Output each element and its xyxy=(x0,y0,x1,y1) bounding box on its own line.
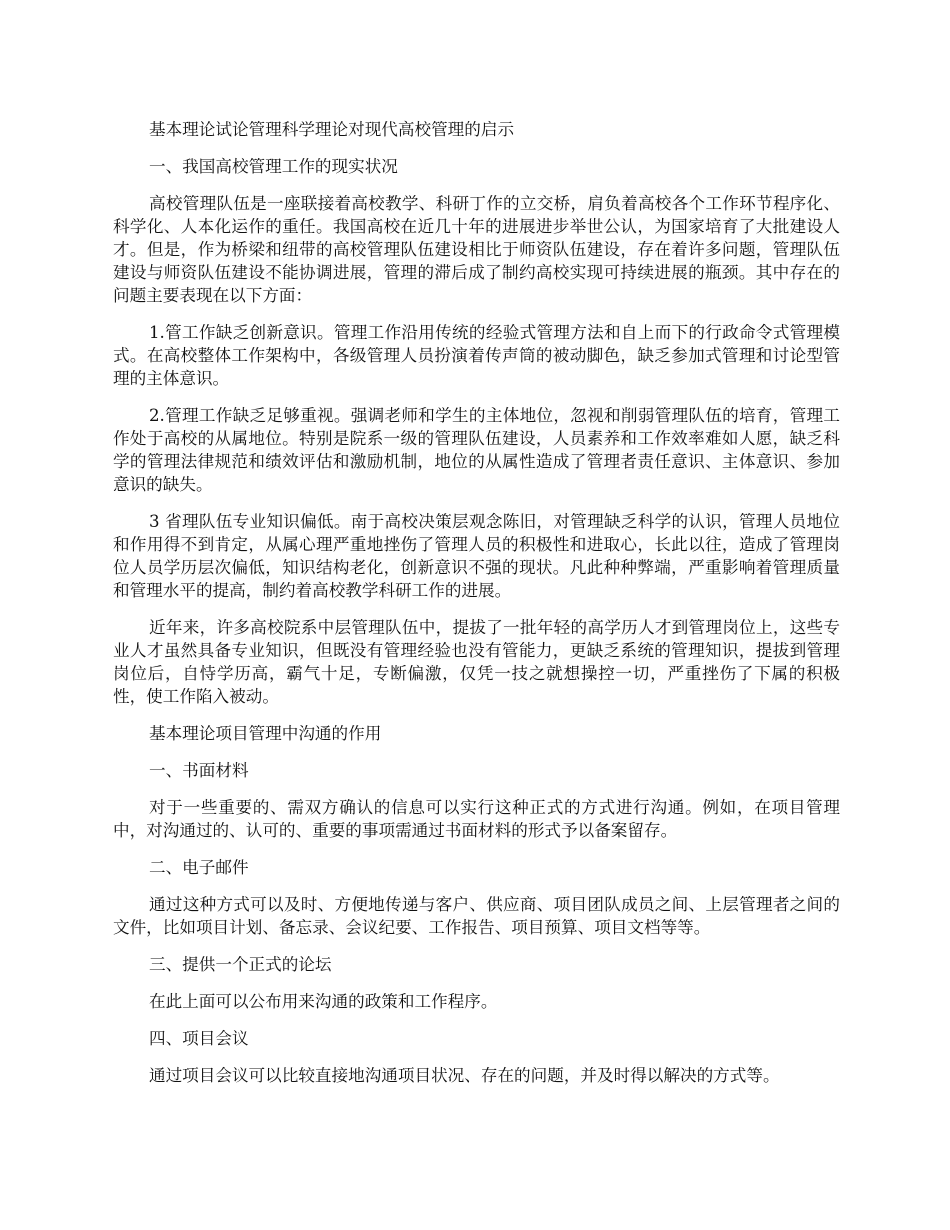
section-title: 基本理论项目管理中沟通的作用 xyxy=(149,724,382,743)
section-heading: 三、提供一个正式的论坛 xyxy=(149,955,332,974)
body-paragraph: 通过项目会议可以比较直接地沟通项目状况、存在的问题，并及时得以解决的方式等。 xyxy=(149,1066,780,1085)
section-heading: 一、书面材料 xyxy=(149,761,249,780)
body-paragraph: 对于一些重要的、需双方确认的信息可以实行这种正式的方式进行沟通。例如，在项目管理中，对沟通过的、认可的、重要的事项需通过书面材料的形式予以备案留存。 xyxy=(113,798,840,840)
body-paragraph: 1.管工作缺乏创新意识。管理工作沿用传统的经验式管理方法和自上而下的行政命令式管理模式。在高校整体工作架构中，各级管理人员扮演着传声筒的被动脚色，缺乏参加式管理和讨论型管理的主体意识。 xyxy=(113,323,840,388)
body-paragraph: 近年来，许多高校院系中层管理队伍中，提拔了一批年轻的高学历人才到管理岗位上，这些专业人才虽然具备专业知识，但既没有管理经验也没有管能力，更缺乏系统的管理知识，提拔到管理岗位后，自恃学历高，霸气十足，专断偏激，仅凭一技之就想操控一切，严重挫伤了下属的积极性，使工作陷入被动。 xyxy=(113,618,840,706)
body-paragraph: 2.管理工作缺乏足够重视。强调老师和学生的主体地位，忽视和削弱管理队伍的培育，管理工作处于高校的从属地位。特别是院系一级的管理队伍建设，人员素养和工作效率难如人愿，缺乏科学的管理法律规范和绩效评估和激励机制，地位的从属性造成了管理者责任意识、主体意识、参加意识的缺失。 xyxy=(113,406,840,494)
body-paragraph: 在此上面可以公布用来沟通的政策和工作程序。 xyxy=(149,992,498,1011)
body-paragraph: 3 省理队伍专业知识偏低。南于高校决策层观念陈旧，对管理缺乏科学的认识，管理人员地位和作用得不到肯定，从属心理严重地挫伤了管理人员的积极性和进取心，长此以往，造成了管理岗位人员学历层次偏低，知识结构老化，创新意识不强的现状。凡此种种弊端，严重影响着管理质量和管理水平的提高，制约着高校教学科研工作的进展。 xyxy=(113,512,840,600)
document-page xyxy=(113,118,840,1087)
document-title: 基本理论试论管理科学理论对现代高校管理的启示 xyxy=(149,120,515,139)
section-heading: 一、我国高校管理工作的现实状况 xyxy=(149,157,398,176)
body-paragraph: 通过这种方式可以及时、方便地传递与客户、供应商、项目团队成员之间、上层管理者之间的文件，比如项目计划、备忘录、会议纪要、工作报告、项目预算、项目文档等等。 xyxy=(113,895,840,937)
body-paragraph: 高校管理队伍是一座联接着高校教学、科研丁作的立交桥，肩负着高校各个工作环节程序化、科学化、人本化运作的重任。我国高校在近几十年的进展进步举世公认，为国家培育了大批建设人才。但是，作为桥梁和纽带的高校管理队伍建设相比于师资队伍建设，存在着许多问题，管理队伍建设与师资队伍建设不能协调进展，管理的滞后成了制约高校实现可持续进展的瓶颈。其中存在的问题主要表现在以下方面： xyxy=(113,194,840,305)
section-heading: 二、电子邮件 xyxy=(149,858,249,877)
section-heading: 四、项目会议 xyxy=(149,1029,249,1048)
